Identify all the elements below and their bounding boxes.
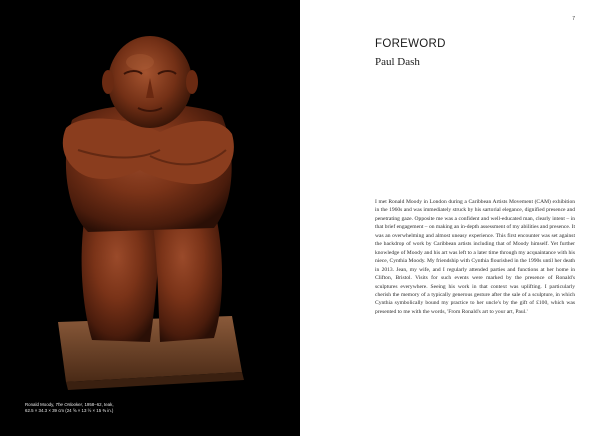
photo-caption	[25, 402, 285, 414]
page-number: 7	[572, 16, 575, 22]
section-heading: FOREWORD	[375, 38, 446, 50]
caption-artist: Ronald Moody,	[25, 402, 56, 407]
right-page	[300, 0, 600, 436]
caption-title: The Onlooker	[55, 402, 83, 407]
caption-details: , 1958–62, teak,	[82, 402, 114, 407]
foreword-body: I met Ronald Moody in London during a Caribbean Artists Movement (CAM) exhibition in the 1960s and was immediately struck by his sartorial elegance, dignified presence and penetrating gaze. Opposite me was a confident and well-educated man, clearly intent – in that brief engagement – on making an in-depth assessment of my abilities and presence. It was an overwhelming and almost uneasy experience. This first encounter was set against the backdrop of work by Caribbean artists including that of Moody himself. Yet further knowledge of Moody and his art was left to a later time through my acquaintance with his niece, Cynthia Moody. My friendship with Cynthia flourished in the 1990s until her death in 2013. Jean, my wife, and I regularly attended parties and functions at her home in Clifton, Bristol. Visits for such events were marked by the presence of Ronald's sculptures everywhere. Seeing his work in that context was uplifting. I particularly cherish the memory of a typically generous gesture after the sale of a sculpture, in which Cynthia symbolically bound my practice to her uncle's by the gift of £100, which was presented to me with the words, 'From Ronald's art to your art, Paul.'	[375, 199, 575, 315]
author-name: Paul Dash	[375, 56, 420, 68]
caption-dimensions: 62.5 × 34.3 × 39 cm (24 ⅝ × 13 ½ × 15 ⅜ in.)	[25, 408, 114, 413]
